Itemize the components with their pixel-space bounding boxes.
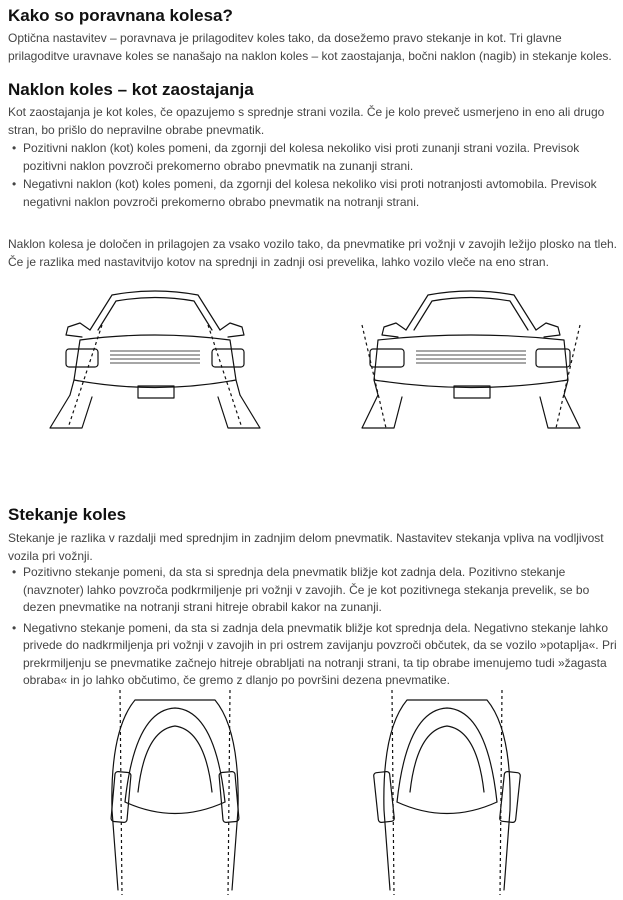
car-top-toe-in-illustration (80, 690, 270, 895)
intro-heading: Kako so poravnana kolesa? (8, 6, 233, 25)
camber-text: Kot zaostajanja je kot koles, če opazujemo s sprednje strani vozila. Če je kolo preveč usmerjeno in eno ali drugo stran, bo prišlo do nepravilne obrabe pnevmatik. (8, 105, 605, 137)
car-top-toe-out-illustration (352, 690, 542, 895)
car-front-positive-camber-illustration (40, 285, 270, 435)
camber-bullet-negative: • Negativni naklon (kot) koles pomeni, da zgornji del kolesa nekoliko visi proti notranjosti avtomobila. Previsok negativni naklon povzroči prekomerno obrabo pnevmatik na notranji strani. (8, 176, 614, 211)
camber-note: Naklon kolesa je določen in prilagojen za vsako vozilo tako, da pnevmatike pri vožnji v zavojih ležijo plosko na tleh. Če je razlika med nastavitvijo kotov na sprednji in zadnji osi prevelika, lahko vozilo vleče na eno stran. (8, 237, 617, 269)
toe-bullet-positive: • Pozitivno stekanje pomeni, da sta si sprednja dela pnevmatik bližje kot zadnja dela. Pozitivno stekanje (navznoter) lahko povzroča podkrmiljenje pri vožnji v zavojih. Če je kot pozitivnega stekanja prevelik, se bo dezen pnevmatike na notranji strani hitreje obrabil kakor na zunanji. (8, 564, 618, 617)
toe-bullet-list (8, 564, 618, 690)
camber-bullet-positive: • Pozitivni naklon (kot) koles pomeni, da zgornji del kolesa nekoliko visi proti zunanji strani vozila. Previsok pozitivni naklon povzroči prekomerno obrabo pnevmatik na zunanji strani. (8, 140, 614, 175)
car-front-negative-camber-illustration (356, 285, 586, 435)
intro-text: Optična nastavitev – poravnava je prilagoditev koles tako, da dosežemo pravo stekanje in kot. Tri glavne prilagoditve uravnave koles se nanašajo na naklon koles – kot zaostajanja, bočni naklon (nagib) in stekanje koles. (8, 31, 612, 63)
toe-heading: Stekanje koles (8, 505, 127, 524)
camber-bullet-list (8, 140, 614, 211)
toe-bullet-negative: • Negativno stekanje pomeni, da sta si zadnja dela pnevmatik bližje kot sprednja dela. Negativno stekanje lahko privede do nadkrmiljenja pri vožnji v zavojih in pri ostrem zavijanju povzroči občutek, da se vozilo »potaplja«. Pri prekrmiljenju se pnevmatike začnejo hitreje obrabljati na notranji strani, ta tip obrabe imenujemo tudi »žagasta obraba« in jo lahko občutimo, če gremo z dlanjo po površini dezena pnevmatike. (8, 620, 618, 690)
toe-text: Stekanje je razlika v razdalji med sprednjim in zadnjim delom pnevmatik. Nastavitev stekanja vpliva na vodljivost vozila pri vožnji. (8, 531, 604, 563)
camber-heading: Naklon koles – kot zaostajanja (8, 80, 254, 99)
